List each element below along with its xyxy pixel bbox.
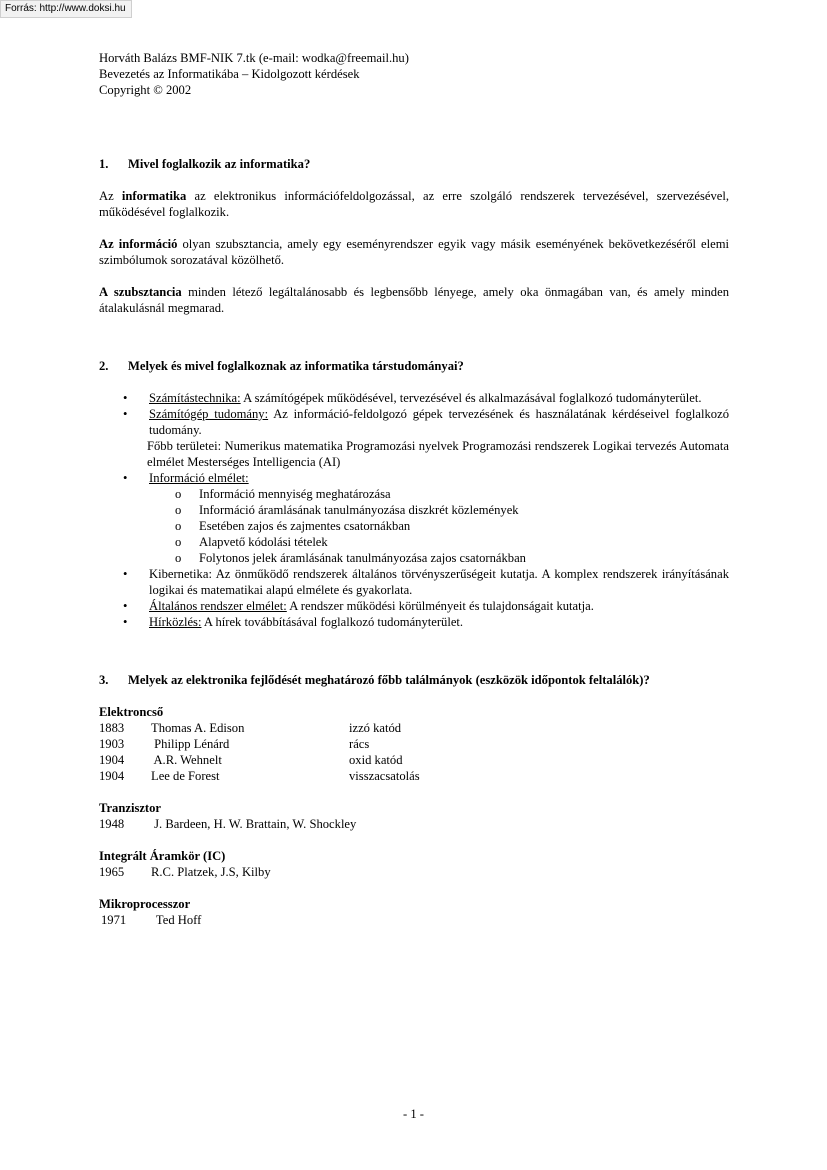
invention-item: visszacsatolás <box>349 769 420 783</box>
inventor-name: Philipp Lénárd <box>151 737 230 751</box>
header-title-line: Bevezetés az Informatikába – Kidolgozott kérdések <box>99 67 360 81</box>
question-1-title-text: Mivel foglalkozik az informatika? <box>128 157 311 171</box>
inventor-name: J. Bardeen, H. W. Brattain, W. Shockley <box>151 817 357 831</box>
sub-list-item <box>149 502 729 518</box>
invention-row <box>99 736 729 752</box>
source-label: Forrás: http://www.doksi.hu <box>0 0 132 18</box>
question-3-title <box>99 672 729 688</box>
header-author-line: Horváth Balázs BMF-NIK 7.tk (e-mail: wodka@freemail.hu) <box>99 51 409 65</box>
header-copyright-line: Copyright © 2002 <box>99 83 192 97</box>
q2-item-label: Számítástechnika: <box>149 391 241 405</box>
bullet-icon: • <box>123 407 128 421</box>
q1-p2-term: Az információ <box>99 237 178 251</box>
q2-item-label: Általános rendszer elmélet: <box>149 599 287 613</box>
invention-year: 1903 <box>99 737 125 751</box>
sub-list-item <box>149 550 729 566</box>
q2-item-szamitastechnika <box>99 390 729 406</box>
invention-row <box>99 864 729 880</box>
question-2 <box>99 358 729 630</box>
sub-item-text: Esetében zajos és zajmentes csatornákban <box>199 519 411 533</box>
sub-item-text: Információ áramlásának tanulmányozása diszkrét közlemények <box>199 503 519 517</box>
q1-p1-term: informatika <box>121 189 187 203</box>
invention-year: 1904 <box>99 753 125 767</box>
question-2-title-text: Melyek és mivel foglalkoznak az informatika társtudományai? <box>128 359 464 373</box>
q2-item-text: A rendszer működési körülményeit és tulajdonságait kutatja. <box>286 599 594 613</box>
invention-year: 1971 <box>101 913 127 927</box>
q2-item-text: A hírek továbbításával foglalkozó tudományterület. <box>201 615 464 629</box>
tranzisztor-heading: Tranzisztor <box>99 801 162 815</box>
bullet-icon: • <box>123 391 128 405</box>
invention-item: oxid katód <box>349 753 403 767</box>
invention-row <box>99 816 729 832</box>
q2-item-label: Információ elmélet: <box>149 471 249 485</box>
inventor-name: A.R. Wehnelt <box>151 753 222 767</box>
sub-list-item <box>149 518 729 534</box>
sub-list-item <box>149 486 729 502</box>
q1-p2-text: olyan szubsztancia, amely egy eseményrendszer egyik vagy másik eseményének bekövetkezéséről elemi szimbólumok sorozatával közölhető. <box>99 237 730 267</box>
q1-paragraph-informacio <box>99 236 729 268</box>
invention-row <box>99 912 729 928</box>
question-3-number: 3. <box>99 673 109 687</box>
circle-bullet-icon: o <box>175 519 182 533</box>
bullet-icon: • <box>123 567 128 581</box>
sub-item-text: Alapvető kódolási tételek <box>199 535 328 549</box>
q2-info-sublist <box>149 486 729 566</box>
question-1-title <box>99 156 729 172</box>
q2-item-label: Hírközlés: <box>149 615 202 629</box>
page-number: - 1 - <box>403 1107 424 1121</box>
q2-item-altalanos-rendszer-elmelet <box>99 598 729 614</box>
elektroncso-heading: Elektroncső <box>99 705 164 719</box>
circle-bullet-icon: o <box>175 503 182 517</box>
q1-paragraph-informatika <box>99 188 729 220</box>
document-header <box>99 50 729 98</box>
invention-row <box>99 768 729 784</box>
invention-item: rács <box>349 737 370 751</box>
invention-row <box>99 720 729 736</box>
question-2-title <box>99 358 729 374</box>
sub-list-item <box>149 534 729 550</box>
q2-item-kibernetika <box>99 566 729 598</box>
q1-p3-text: minden létező legáltalánosabb és legbensőbb lényege, amely oka önmagában van, és amely minden átalakulásnál megmarad. <box>99 285 729 315</box>
q2-bullet-list <box>99 390 729 630</box>
invention-year: 1883 <box>99 721 125 735</box>
invention-item: izzó katód <box>349 721 402 735</box>
sub-item-text: Folytonos jelek áramlásának tanulmányozása zajos csatornákban <box>199 551 526 565</box>
q2-item-text: A számítógépek működésével, tervezésével és alkalmazásával foglalkozó tudományterület. <box>240 391 702 405</box>
invention-year: 1904 <box>99 769 125 783</box>
bullet-icon: • <box>123 471 128 485</box>
q2-item-szamitogep-tudomany <box>99 406 729 470</box>
q2-item-text: Az információ-feldolgozó gépek tervezésének és használatának kérdéseivel foglalkozó tudomány. <box>149 407 729 437</box>
inventor-name: R.C. Platzek, J.S, Kilby <box>151 865 271 879</box>
q2-item-hirkozles <box>99 614 729 630</box>
bullet-icon: • <box>123 615 128 629</box>
q1-paragraph-szubsztancia <box>99 284 729 316</box>
question-3-title-text: Melyek az elektronika fejlődését meghatározó főbb találmányok (eszközök időpontok feltalálók)? <box>128 673 650 687</box>
sub-item-text: Információ mennyiség meghatározása <box>199 487 391 501</box>
q2-item-text: Kibernetika: Az önműködő rendszerek általános törvényszerűségeit kutatja. A komplex rendszerek irányításának logikai és matematikai alapú elmélete és gyakorlata. <box>149 567 729 597</box>
inventor-name: Lee de Forest <box>151 769 220 783</box>
q1-p1-text: az elektronikus információfeldolgozással, az erre szolgáló rendszerek tervezésével, szervezésével, működésével foglalkozik. <box>99 189 730 219</box>
ic-heading: Integrált Áramkör (IC) <box>99 849 226 863</box>
invention-year: 1948 <box>99 817 125 831</box>
invention-year: 1965 <box>99 865 125 879</box>
document-page <box>99 50 729 928</box>
invention-row <box>99 752 729 768</box>
q1-p1-pre: Az <box>99 189 122 203</box>
q2-fields-text: Főbb területei: Numerikus matematika Programozási nyelvek Programozási rendszerek Logikai tervezés Automata elmélet Mesterséges Intelligencia (AI) <box>147 439 729 469</box>
mikroprocesszor-heading: Mikroprocesszor <box>99 897 191 911</box>
inventor-name: Thomas A. Edison <box>151 721 245 735</box>
circle-bullet-icon: o <box>175 535 182 549</box>
circle-bullet-icon: o <box>175 487 182 501</box>
q1-p3-term: A szubsztancia <box>99 285 182 299</box>
question-2-number: 2. <box>99 359 109 373</box>
question-3 <box>99 672 729 928</box>
inventor-name: Ted Hoff <box>153 913 202 927</box>
question-1-number: 1. <box>99 157 109 171</box>
bullet-icon: • <box>123 599 128 613</box>
q2-item-informacio-elmelet <box>99 470 729 566</box>
q2-item-label: Számítógép tudomány: <box>149 407 269 421</box>
circle-bullet-icon: o <box>175 551 182 565</box>
question-1 <box>99 156 729 316</box>
